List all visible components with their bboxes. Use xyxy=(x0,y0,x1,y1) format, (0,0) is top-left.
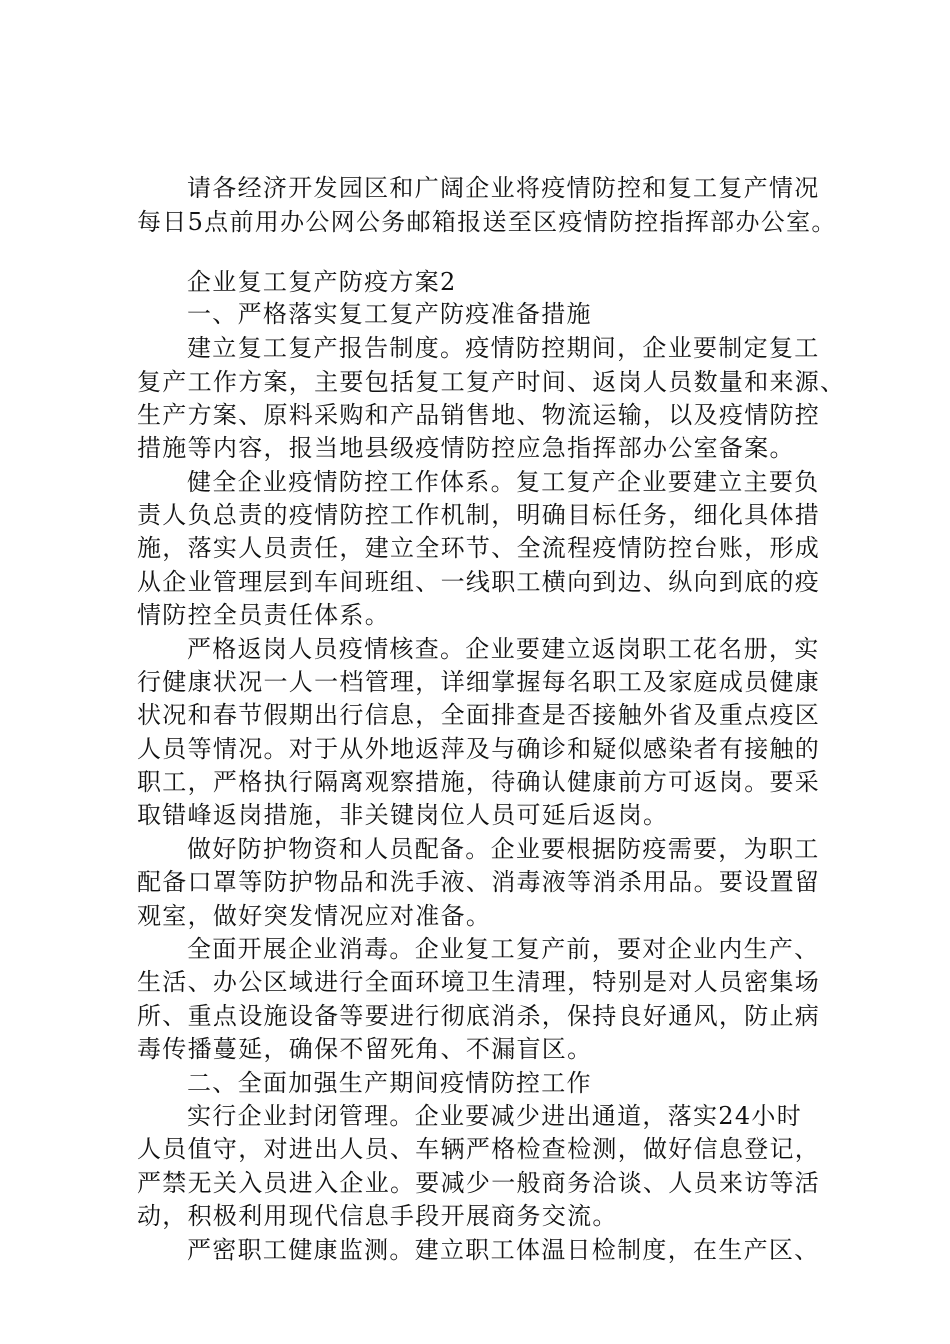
section-title: 企业复工复产防疫方案2 xyxy=(187,268,457,296)
paragraph-line: 从企业管理层到车间班组、一线职工横向到边、纵向到底的疫 xyxy=(137,568,821,596)
paragraph-line: 动，积极利用现代信息手段开展商务交流。 xyxy=(137,1202,618,1230)
paragraph-line: 职工，严格执行隔离观察措施，待确认健康前方可返岗。要采 xyxy=(137,768,821,796)
paragraph-line: 生活、办公区域进行全面环境卫生清理，特别是对人员密集场 xyxy=(137,968,821,996)
paragraph-line: 状况和春节假期出行信息，全面排查是否接触外省及重点疫区 xyxy=(137,701,821,729)
paragraph-line: 施，落实人员责任，建立全环节、全流程疫情防控台账，形成 xyxy=(137,534,821,562)
paragraph-line: 人员值守，对进出人员、车辆严格检查检测，做好信息登记， xyxy=(137,1135,821,1163)
intro-line-2: 每日5点前用办公网公务邮箱报送至区疫情防控指挥部办公室。 xyxy=(137,208,837,236)
heading-2: 二、全面加强生产期间疫情防控工作 xyxy=(187,1069,592,1097)
paragraph-line: 全面开展企业消毒。企业复工复产前，要对企业内生产、 xyxy=(187,935,820,963)
paragraph-line: 措施等内容，报当地县级疫情防控应急指挥部办公室备案。 xyxy=(137,434,795,462)
paragraph-line: 实行企业封闭管理。企业要减少进出通道，落实24小时 xyxy=(187,1102,803,1130)
paragraph-line: 观室，做好突发情况应对准备。 xyxy=(137,902,492,930)
paragraph-line: 配备口罩等防护物品和洗手液、消毒液等消杀用品。要设置留 xyxy=(137,868,821,896)
paragraph-line: 严格返岗人员疫情核查。企业要建立返岗职工花名册，实 xyxy=(187,635,820,663)
paragraph-line: 情防控全员责任体系。 xyxy=(137,601,390,629)
paragraph-line: 毒传播蔓延，确保不留死角、不漏盲区。 xyxy=(137,1035,593,1063)
paragraph-line: 生产方案、原料采购和产品销售地、物流运输，以及疫情防控 xyxy=(137,401,821,429)
paragraph-line: 责人负总责的疫情防控工作机制，明确目标任务，细化具体措 xyxy=(137,501,821,529)
paragraph-line: 严禁无关入员进入企业。要减少一般商务洽谈、人员来访等活 xyxy=(137,1169,821,1197)
heading-1: 一、严格落实复工复产防疫准备措施 xyxy=(187,300,592,328)
paragraph-line: 行健康状况一人一档管理，详细掌握每名职工及家庭成员健康 xyxy=(137,668,821,696)
paragraph-line: 严密职工健康监测。建立职工体温日检制度，在生产区、 xyxy=(187,1236,820,1264)
paragraph-line: 做好防护物资和人员配备。企业要根据防疫需要，为职工 xyxy=(187,835,820,863)
intro-line-1: 请各经济开发园区和广阔企业将疫情防控和复工复产情况 xyxy=(187,174,820,202)
paragraph-line: 健全企业疫情防控工作体系。复工复产企业要建立主要负 xyxy=(187,468,820,496)
paragraph-line: 建立复工复产报告制度。疫情防控期间，企业要制定复工 xyxy=(187,334,820,362)
paragraph-line: 人员等情况。对于从外地返萍及与确诊和疑似感染者有接触的 xyxy=(137,735,821,763)
paragraph-line: 取错峰返岗措施，非关键岗位人员可延后返岗。 xyxy=(137,801,669,829)
paragraph-line: 所、重点设施设备等要进行彻底消杀，保持良好通风，防止病 xyxy=(137,1002,821,1030)
paragraph-line: 复产工作方案，主要包括复工复产时间、返岗人员数量和来源、 xyxy=(137,368,846,396)
